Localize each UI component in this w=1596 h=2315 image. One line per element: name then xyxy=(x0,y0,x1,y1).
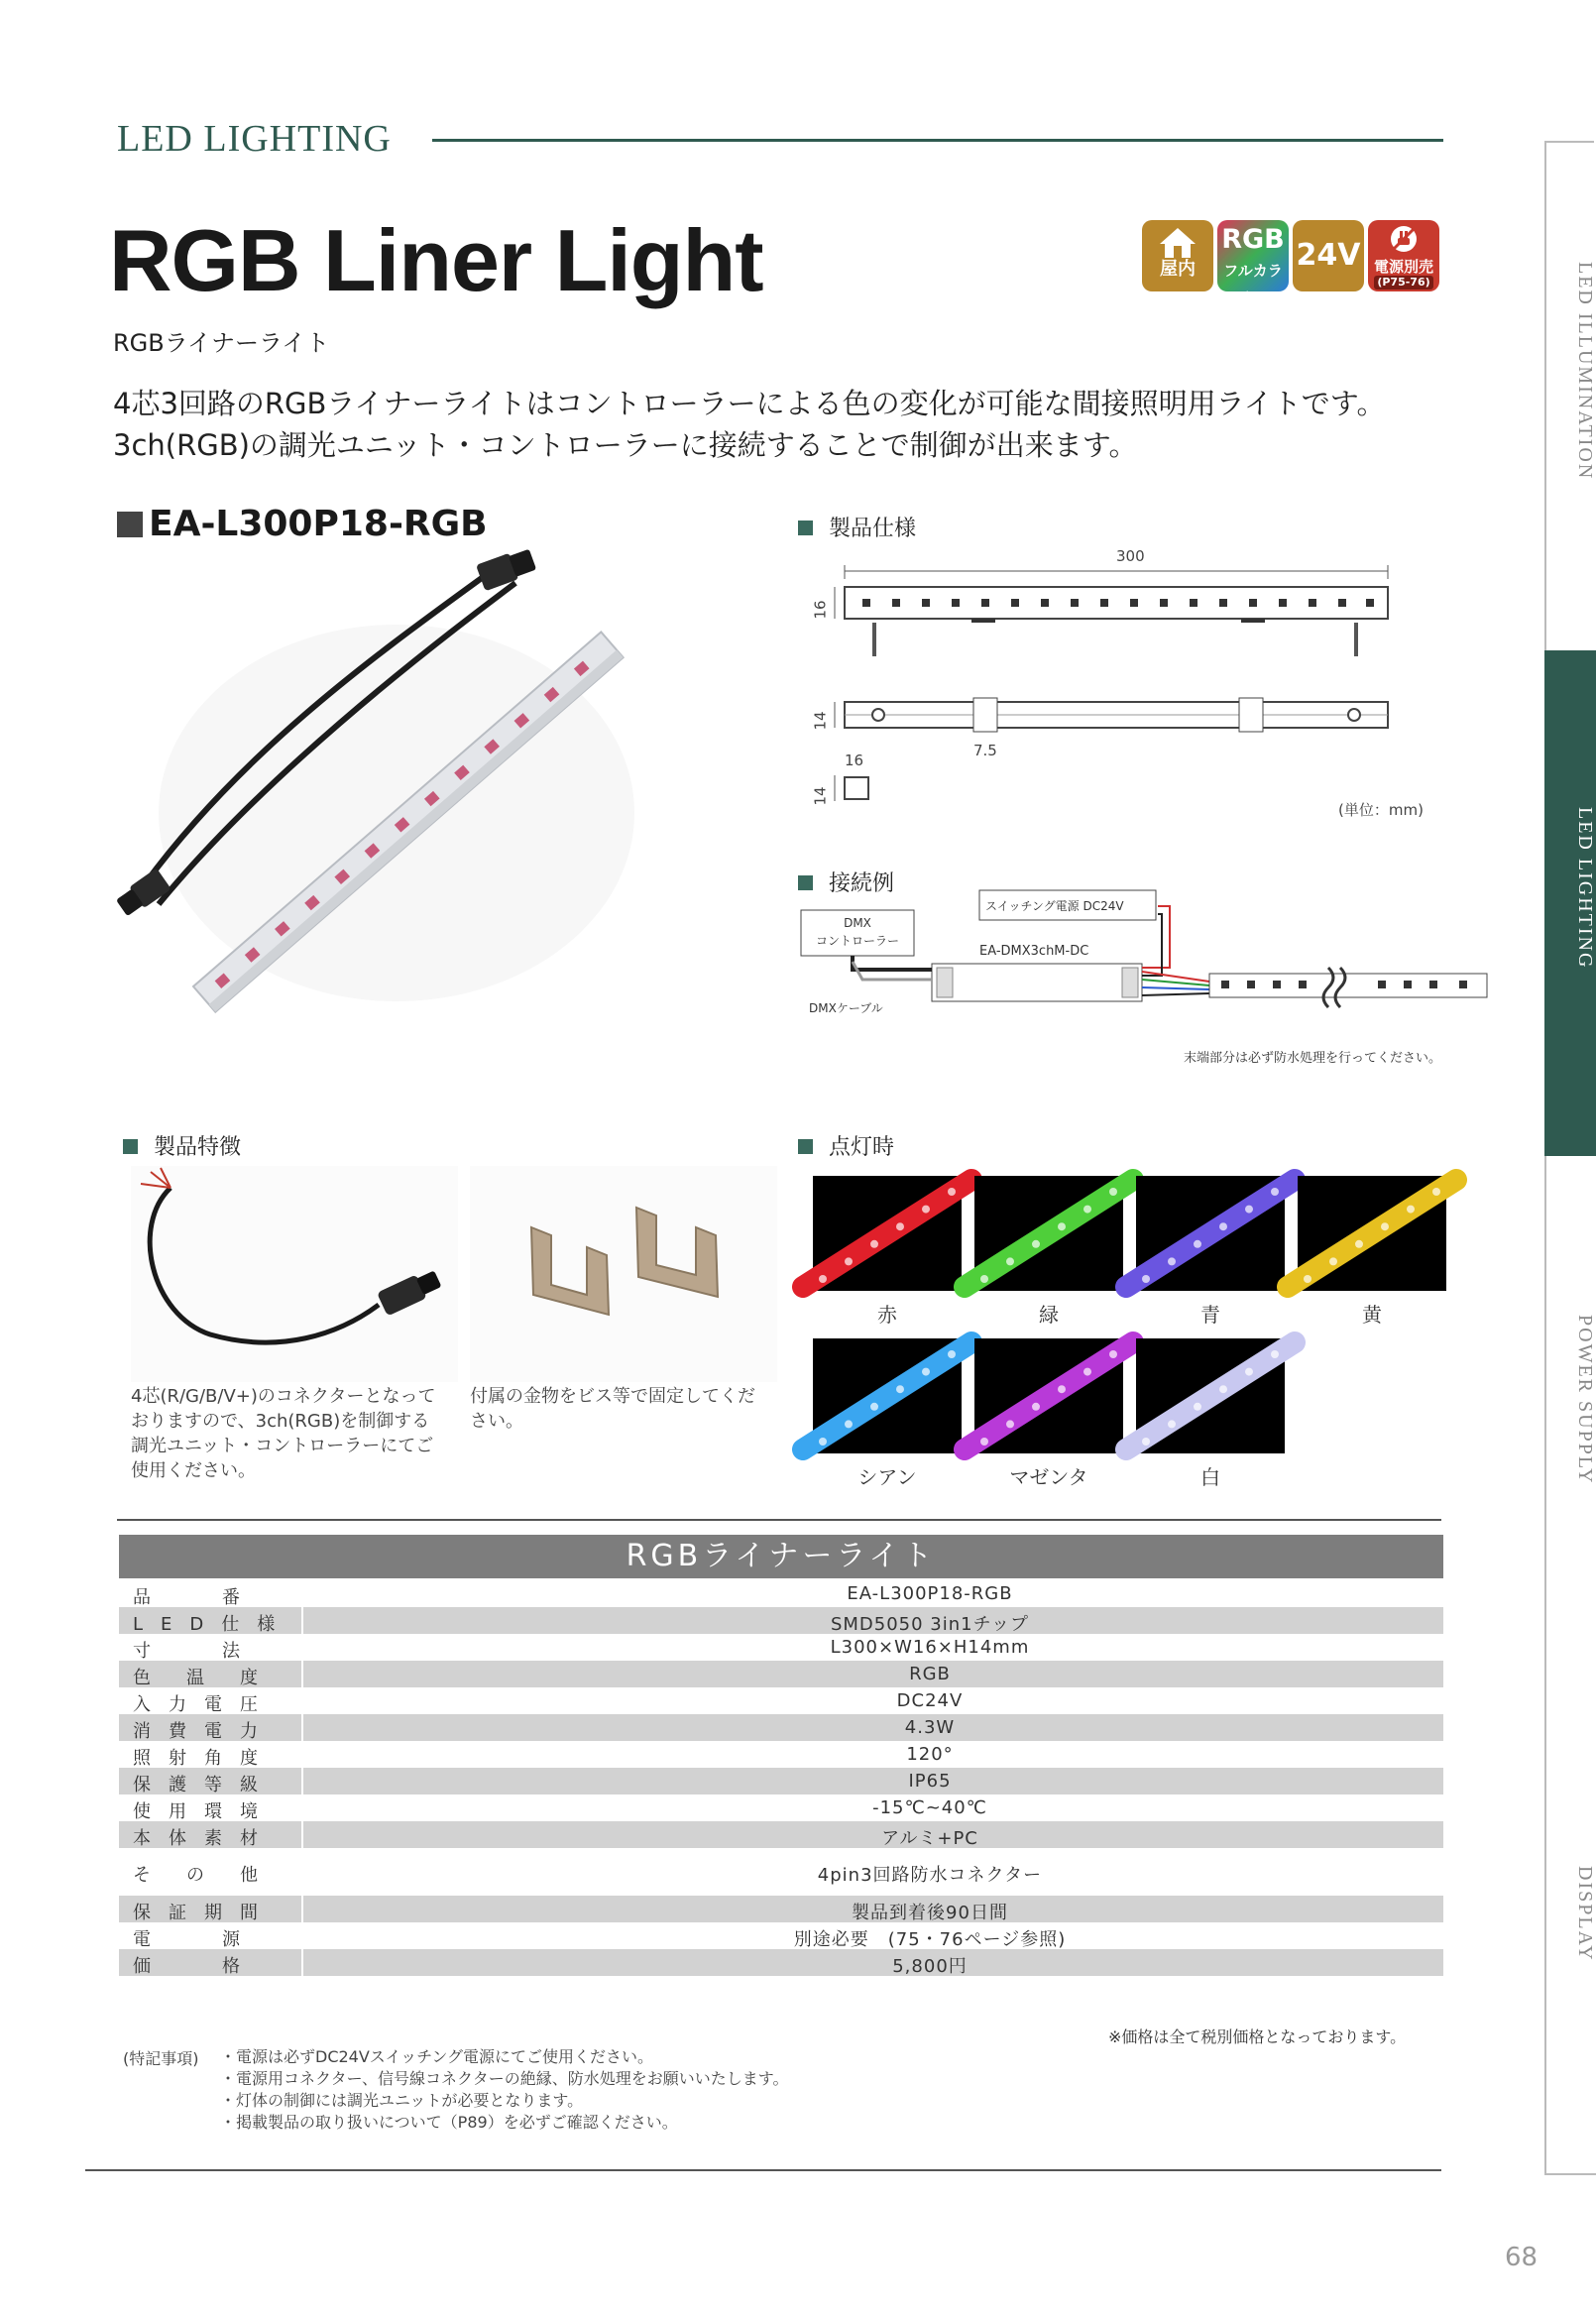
product-photo xyxy=(99,535,783,1051)
note-item: ・灯体の制御には調光ユニットが必要となります。 xyxy=(220,2091,584,2110)
lighting-label: 白 xyxy=(1200,1465,1220,1489)
spec-label: 消 費 電 力 xyxy=(133,1720,258,1742)
table-row xyxy=(119,1821,1443,1848)
spec-value: IP65 xyxy=(908,1770,952,1792)
lighting-swatch xyxy=(974,1176,1123,1291)
header-rule xyxy=(432,139,1443,142)
power-supply-label: スイッチング電源 DC24V xyxy=(985,899,1124,913)
bottom-rule xyxy=(85,2169,1441,2171)
spec-label: そ の 他 xyxy=(133,1865,258,1886)
table-row xyxy=(119,1714,1443,1741)
notes-label: (特記事項) xyxy=(123,2049,199,2068)
fullcolor-label: フルカラー xyxy=(1223,262,1283,301)
spec-label: 品 番 xyxy=(133,1586,240,1608)
sidebar-tab-label: POWER SUPPLY xyxy=(1574,1315,1596,1485)
lighting-label: 黄 xyxy=(1362,1303,1382,1327)
connector-text-4: 使用ください。 xyxy=(131,1460,256,1481)
sidebar-tab-power-supply[interactable] xyxy=(1544,1156,1596,1668)
spec-label: 価 格 xyxy=(133,1955,240,1977)
lighting-swatch xyxy=(974,1338,1123,1453)
spec-label: 色 温 度 xyxy=(133,1667,258,1688)
connection-diagram xyxy=(793,888,1487,1027)
dimension-drawing xyxy=(813,545,1447,823)
table-row xyxy=(119,1922,1443,1949)
spec-value: 120° xyxy=(906,1743,954,1765)
connector-left xyxy=(114,868,171,918)
table-top-rule xyxy=(117,1519,1441,1521)
spec-value: 4.3W xyxy=(904,1716,956,1738)
spec-label: 電 源 xyxy=(133,1928,240,1950)
connection-heading-text: 接続例 xyxy=(829,871,895,896)
page-title: RGB Liner Light xyxy=(109,211,763,309)
spec-value: -15℃~40℃ xyxy=(872,1796,987,1818)
power-page-ref: (P75-76) xyxy=(1374,276,1433,289)
table-row xyxy=(119,1949,1443,1976)
sidebar-tab-led-lighting[interactable] xyxy=(1544,650,1596,1156)
lighting-heading-text: 点灯時 xyxy=(829,1135,895,1160)
spec-value: 製品到着後90日間 xyxy=(852,1902,1008,1923)
table-row xyxy=(119,1896,1443,1922)
spec-diagram-heading xyxy=(798,512,916,542)
sidebar-tab-label: LED ILLUMINATION xyxy=(1574,262,1596,481)
power-sold-separately-badge xyxy=(1368,220,1439,291)
plug-icon xyxy=(1389,224,1419,254)
dim-height: 16 xyxy=(811,600,830,620)
lighting-swatch xyxy=(1298,1176,1446,1291)
spec-label: 入 力 電 圧 xyxy=(133,1693,258,1715)
spec-value: 別途必要 (75・76ページ参照) xyxy=(793,1928,1067,1950)
sidebar-tab-label: LED LIGHTING xyxy=(1574,807,1596,970)
connector-right xyxy=(476,546,537,591)
spec-value: 5,800円 xyxy=(892,1955,968,1977)
dim-length: 300 xyxy=(1116,547,1145,565)
dmx-controller-line-2: コントローラー xyxy=(815,934,899,948)
spec-label: 照 射 角 度 xyxy=(133,1747,258,1769)
rgb-label: RGB xyxy=(1221,224,1285,255)
connector-text-1: 4芯(R/G/B/V+)のコネクターとなって xyxy=(131,1386,436,1407)
spec-label: 使 用 環 境 xyxy=(133,1800,258,1822)
spec-diagram-heading-text: 製品仕様 xyxy=(829,517,917,541)
table-row xyxy=(119,1661,1443,1687)
indoor-badge xyxy=(1142,220,1213,291)
house-icon xyxy=(1158,226,1197,260)
unit-note: (単位：mm) xyxy=(1338,801,1424,819)
note-item: ・電源用コネクター、信号線コネクターの絶縁、防水処理をお願いいたします。 xyxy=(220,2069,789,2088)
spec-value: SMD5050 3in1チップ xyxy=(830,1613,1030,1635)
spec-value: RGB xyxy=(909,1663,951,1684)
description xyxy=(113,383,1386,466)
dim-end-width: 16 xyxy=(845,752,864,769)
table-row xyxy=(119,1741,1443,1768)
indoor-label: 屋内 xyxy=(1160,259,1196,280)
lighting-label: 緑 xyxy=(1039,1303,1059,1327)
spec-label: 寸 法 xyxy=(133,1640,240,1662)
lighting-swatch xyxy=(813,1176,962,1291)
table-row xyxy=(119,1607,1443,1634)
connector-description xyxy=(131,1384,436,1483)
lighting-label: マゼンタ xyxy=(1009,1465,1088,1489)
table-row xyxy=(119,1634,1443,1661)
note-item: ・掲載製品の取り扱いについて（P89）を必ずご確認ください。 xyxy=(220,2113,678,2132)
dmx-controller-label xyxy=(801,914,914,950)
waterproof-note: 末端部分は必ず防水処理を行ってください。 xyxy=(1184,1051,1442,1066)
dim-offset: 7.5 xyxy=(973,742,997,759)
description-line-2: 3ch(RGB)の調光ユニット・コントローラーに接続することで制御が出来ます。 xyxy=(113,428,1138,462)
table-row xyxy=(119,1848,1443,1896)
spec-value: EA-L300P18-RGB xyxy=(847,1582,1013,1604)
lighting-label: シアン xyxy=(857,1465,917,1489)
table-row xyxy=(119,1687,1443,1714)
spec-label: 保 護 等 級 xyxy=(133,1774,258,1795)
voltage-badge: 24V xyxy=(1293,220,1364,291)
lighting-swatch xyxy=(813,1338,962,1453)
page-number: 68 xyxy=(1505,2243,1539,2272)
bracket-text-1: 付属の金物をビス等で固定してくだ xyxy=(470,1386,755,1407)
spec-table-title: RGBライナーライト xyxy=(119,1535,1443,1578)
features-heading xyxy=(123,1130,241,1161)
page-subtitle: RGBライナーライト xyxy=(113,329,330,357)
lighting-swatch xyxy=(1136,1176,1285,1291)
rgb-badge xyxy=(1217,220,1289,301)
lighting-label: 青 xyxy=(1200,1303,1220,1327)
spec-label: 本 体 素 材 xyxy=(133,1827,258,1849)
bullet-square xyxy=(123,1139,138,1154)
connector-text-2: おりますので、3ch(RGB)を制御する xyxy=(131,1411,430,1432)
mounting-bracket-photo xyxy=(470,1166,777,1382)
bullet-square xyxy=(798,521,813,535)
lighting-swatch xyxy=(1136,1338,1285,1453)
lighting-heading xyxy=(798,1130,894,1161)
bracket-description xyxy=(470,1384,755,1434)
dim-depth: 14 xyxy=(811,711,830,731)
spec-value: 4pin3回路防水コネクター xyxy=(817,1865,1043,1886)
price-note: ※価格は全て税別価格となっております。 xyxy=(1108,2027,1407,2046)
spec-label: L E D 仕 様 xyxy=(133,1613,276,1635)
features-heading-text: 製品特徴 xyxy=(154,1135,242,1160)
table-row xyxy=(119,1794,1443,1821)
dim-end-height: 14 xyxy=(811,786,830,806)
sidebar-tab-label: DISPLAY xyxy=(1574,1866,1596,1962)
spec-label: 保 証 期 間 xyxy=(133,1902,258,1923)
spec-value: DC24V xyxy=(896,1689,964,1711)
dimmer-unit-label: EA-DMX3chM-DC xyxy=(979,944,1089,959)
section-label: LED LIGHTING xyxy=(117,118,392,160)
bullet-square xyxy=(117,512,143,537)
description-line-1: 4芯3回路のRGBライナーライトはコントローラーによる色の変化が可能な間接照明用ライトです。 xyxy=(113,387,1386,420)
spec-value: L300×W16×H14mm xyxy=(830,1636,1030,1658)
table-row xyxy=(119,1580,1443,1607)
spec-value: アルミ+PC xyxy=(881,1827,978,1849)
power-label: 電源別売 xyxy=(1373,258,1433,276)
dmx-cable-label: DMXケーブル xyxy=(809,1001,883,1015)
connector-text-3: 調光ユニット・コントローラーにてご xyxy=(131,1436,434,1456)
sidebar-tab-led-illumination[interactable] xyxy=(1544,141,1596,650)
model-text: EA-L300P18-RGB xyxy=(149,504,488,544)
bracket-text-2: さい。 xyxy=(470,1411,523,1432)
sidebar-tab-display[interactable] xyxy=(1544,1668,1596,2175)
note-item: ・電源は必ずDC24Vスイッチング電源にてご使用ください。 xyxy=(220,2047,654,2066)
bullet-square xyxy=(798,1139,813,1154)
table-row xyxy=(119,1768,1443,1794)
special-notes xyxy=(220,2046,788,2134)
lighting-label: 赤 xyxy=(877,1303,897,1327)
connector-cable-photo xyxy=(131,1166,458,1382)
dmx-controller-line-1: DMX xyxy=(844,916,871,930)
